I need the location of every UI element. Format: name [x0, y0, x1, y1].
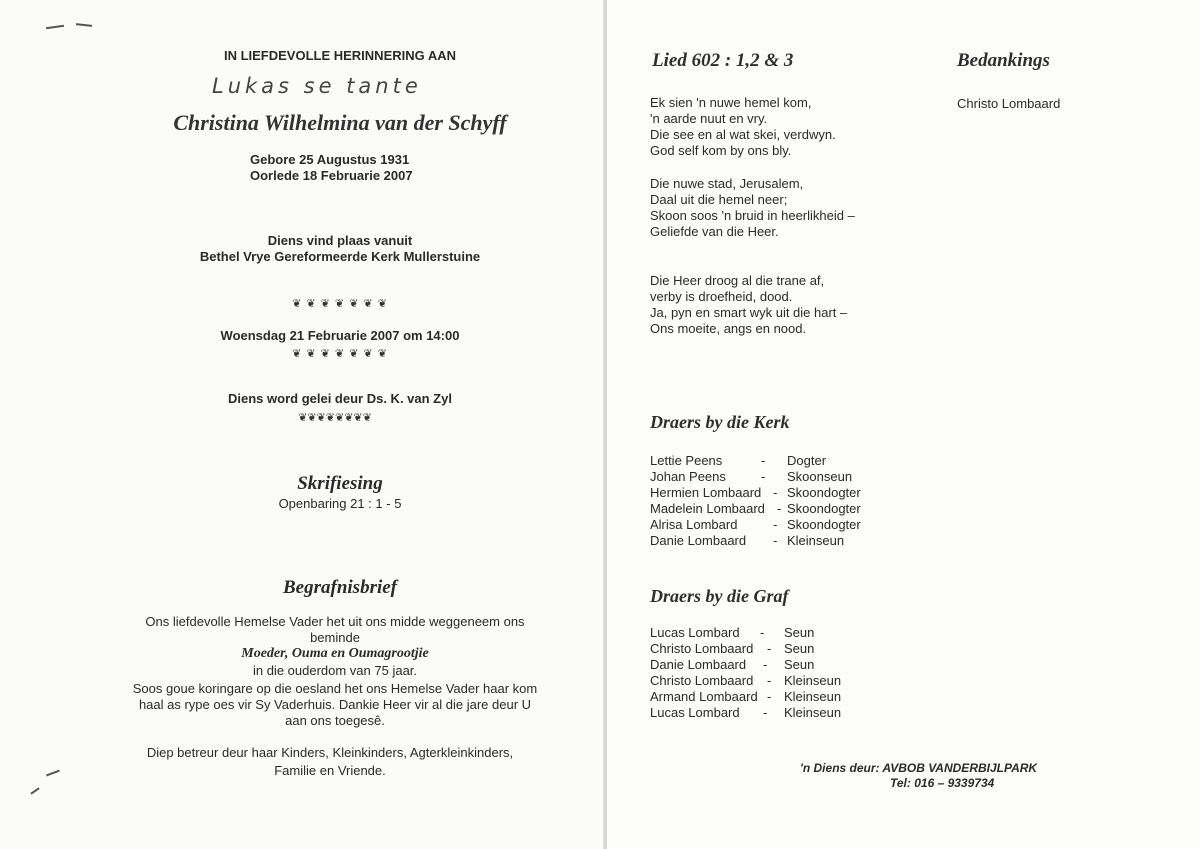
bearer-separator: - [767, 673, 772, 688]
bearer-separator: - [773, 533, 778, 548]
bearer-name: Danie Lombaard [650, 533, 747, 548]
bearer-name: Lucas Lombard [650, 625, 740, 640]
pen-mark [46, 25, 64, 29]
letter-line: Ons liefdevolle Hemelse Vader het uit ons midde weggeneem ons [145, 614, 525, 629]
bearer-separator: - [761, 453, 766, 468]
verse-line: 'n aarde nuut en vry. [650, 111, 768, 126]
letter-line: beminde [310, 630, 360, 645]
verse-line: Ek sien 'n nuwe hemel kom, [650, 95, 812, 110]
right-page [607, 0, 1200, 849]
handwritten-note: Lukas se tante [212, 74, 422, 98]
bearer-relation: Kleinseun [784, 673, 842, 688]
bearer-name: Lucas Lombard [650, 705, 740, 720]
service-date: Woensdag 21 Februarie 2007 om 14:00 [220, 328, 460, 343]
bearer-separator: - [773, 485, 778, 500]
service-location-line2: Bethel Vrye Gereformeerde Kerk Mullerstuine [199, 249, 481, 264]
bearer-relation: Seun [784, 625, 815, 640]
thanks-name: Christo Lombaard [957, 96, 1061, 111]
officiant: Diens word gelei deur Ds. K. van Zyl [228, 391, 452, 406]
verse-line: Die Heer droog al die trane af, [650, 273, 825, 288]
bearer-relation: Skoonseun [787, 469, 853, 484]
hymn-verse-1 [650, 95, 836, 159]
scripture-heading: Skrifiesing [297, 473, 383, 494]
bearer-name: Alrisa Lombard [650, 517, 738, 532]
hymn-verse-2 [650, 176, 855, 240]
deceased-name: Christina Wilhelmina van der Schyff [173, 110, 507, 135]
death-date: Oorlede 18 Februarie 2007 [250, 168, 413, 183]
bearer-name: Armand Lombaard [650, 689, 758, 704]
bearer-name: Lettie Peens [650, 453, 723, 468]
mourners-line: Familie en Vriende. [274, 763, 386, 778]
verse-line: verby is droefheid, dood. [650, 289, 793, 304]
verse-line: God self kom by ons bly. [650, 143, 792, 158]
verse-line: Ons moeite, angs en nood. [650, 321, 807, 336]
letter-line: haal as rype oes vir Sy Vaderhuis. Dankie Heer vir al die jare deur U [138, 697, 532, 712]
ornament-divider: ❦❦❦❦❦❦❦❦ [298, 412, 372, 424]
bearer-relation: Seun [784, 641, 815, 656]
undertaker-phone: Tel: 016 – 9339734 [890, 776, 995, 790]
pen-mark [30, 787, 39, 794]
church-bearers-heading: Draers by die Kerk [650, 412, 790, 432]
ornament-divider: ❦ ❦ ❦ ❦ ❦ ❦ ❦ [292, 348, 388, 360]
bearer-relation: Kleinseun [784, 705, 842, 720]
ornament-divider: ❦ ❦ ❦ ❦ ❦ ❦ ❦ [292, 298, 388, 310]
bearer-relation: Kleinseun [787, 533, 845, 548]
bearer-separator: - [773, 517, 778, 532]
undertaker-label: 'n Diens deur: AVBOB VANDERBIJLPARK [800, 761, 1038, 775]
verse-line: Geliefde van die Heer. [650, 224, 779, 239]
service-location-line1: Diens vind plaas vanuit [267, 233, 413, 248]
bearer-relation: Seun [784, 657, 815, 672]
scripture-reference: Openbaring 21 : 1 - 5 [278, 496, 402, 511]
bearer-separator: - [761, 469, 766, 484]
bearer-separator: - [763, 657, 768, 672]
verse-line: Skoon soos 'n bruid in heerlikheid – [650, 208, 855, 223]
memorial-header: IN LIEFDEVOLLE HERINNERING AAN [223, 48, 457, 63]
bearer-separator: - [763, 705, 768, 720]
letter-line: in die ouderdom van 75 jaar. [252, 663, 418, 678]
bearer-name: Madelein Lombaard [650, 501, 765, 516]
letter-line: aan ons toegesê. [285, 713, 385, 728]
letter-line: Soos goue koringare op die oesland het ons Hemelse Vader haar kom [132, 681, 538, 696]
mourners-line: Diep betreur deur haar Kinders, Kleinkinders, Agterkleinkinders, [146, 745, 514, 760]
bearer-relation: Dogter [787, 453, 827, 468]
bearer-name: Danie Lombaard [650, 657, 747, 672]
bearer-separator: - [777, 501, 782, 516]
bearer-name: Johan Peens [650, 469, 726, 484]
birth-date: Gebore 25 Augustus 1931 [250, 152, 410, 167]
bearer-name: Hermien Lombaard [650, 485, 762, 500]
bearer-separator: - [767, 641, 772, 656]
bearer-separator: - [767, 689, 772, 704]
pen-mark [76, 23, 92, 27]
verse-line: Die see en al wat skei, verdwyn. [650, 127, 836, 142]
verse-line: Die nuwe stad, Jerusalem, [650, 176, 804, 191]
letter-heading: Begrafnisbrief [283, 577, 397, 598]
bearer-relation: Kleinseun [784, 689, 842, 704]
bearer-relation: Skoondogter [787, 517, 861, 532]
bearer-relation: Skoondogter [787, 501, 861, 516]
grave-bearers-heading: Draers by die Graf [650, 586, 789, 606]
thanks-heading: Bedankings [957, 50, 1050, 71]
verse-line: Ja, pyn en smart wyk uit die hart – [650, 305, 848, 320]
hymn-heading: Lied 602 : 1,2 & 3 [652, 50, 794, 71]
bearer-relation: Skoondogter [787, 485, 861, 500]
bearer-separator: - [760, 625, 765, 640]
hymn-verse-3 [650, 273, 847, 337]
verse-line: Daal uit die hemel neer; [650, 192, 788, 207]
bearer-name: Christo Lombaard [650, 641, 754, 656]
family-roles: Moeder, Ouma en Oumagrootjie [241, 646, 429, 661]
bearer-name: Christo Lombaard [650, 673, 754, 688]
